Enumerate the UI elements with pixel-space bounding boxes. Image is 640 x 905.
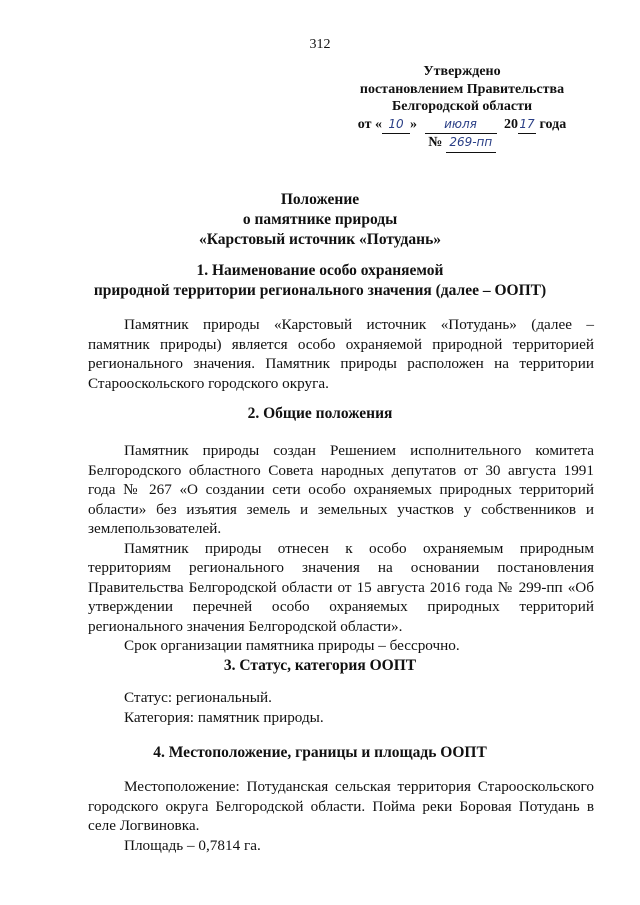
date-day: 10 [382,116,410,135]
year-suffix: 17 [518,116,536,135]
location-paragraph: Местоположение: Потуданская сельская территория Старооскольского городского округа Белгородской области. Пойма реки Боровая Потудань в селе Логвиновка. [88,778,594,834]
approval-line-2: постановлением Правительства [359,81,565,97]
section-4-heading: 4. Местоположение, границы и площадь ООПТ [153,744,487,761]
section-2-paragraph-2: Памятник природы отнесен к особо охраняемым природным территориям регионального значения на основании постановления Правительства Белгородской области от 15 августа 2016 года № 299-пп «Об утверждении перечней особо охраняемых природных территорий регионального значения Белгородской области». [88,539,594,635]
date-mid: » [410,116,417,132]
section-1-heading-line-2: природной территории регионального значения (далее – ООПТ) [93,282,547,299]
title-line-2: о памятнике природы [242,211,398,228]
section-1-paragraph: Памятник природы «Карстовый источник «Потудань» (далее – памятник природы) является особо охраняемой природной территорией регионального значения. Памятник природы расположен на территории Старооскольского городского округа. [88,316,594,392]
section-3-heading: 3. Статус, категория ООПТ [223,657,417,674]
number-value: 269-пп [446,134,496,153]
year-word: года [539,116,567,132]
section-1-heading-line-1: 1. Наименование особо охраняемой [196,262,444,279]
approval-stamp [332,63,592,153]
category-line: Категория: памятник природы. [124,709,324,726]
section-1-heading [0,261,640,301]
approval-line-3: Белгородской области [391,99,533,114]
area-paragraph: Площадь – 0,7814 га. [124,836,261,854]
year-prefix: 20 [504,116,518,132]
document-title [0,190,640,250]
title-line-1: Положение [280,191,360,208]
section-2-paragraph-1: Памятник природы создан Решением исполнительного комитета Белгородского областного Совета народных депутатов от 30 августа 1991 года № 267 «О создании сети особо охраняемых природных территорий области» без изъятия земель и земельных участков у собственников и землепользователей. [88,442,594,537]
date-month: июля [425,116,497,135]
status-line: Статус: региональный. [124,689,272,706]
section-1-text [88,315,594,393]
approval-date [332,116,592,135]
date-prefix: от « [357,116,382,132]
page-number: 312 [309,37,331,52]
approval-number [332,134,592,153]
section-4-text [88,777,594,855]
title-line-3: «Карстовый источник «Потудань» [198,231,442,248]
approval-line-1: Утверждено [423,64,501,79]
section-2-text [88,441,594,656]
section-2-paragraph-3: Срок организации памятника природы – бессрочно. [124,637,460,654]
section-2-heading: 2. Общие положения [247,405,393,422]
number-prefix: № [428,135,443,150]
